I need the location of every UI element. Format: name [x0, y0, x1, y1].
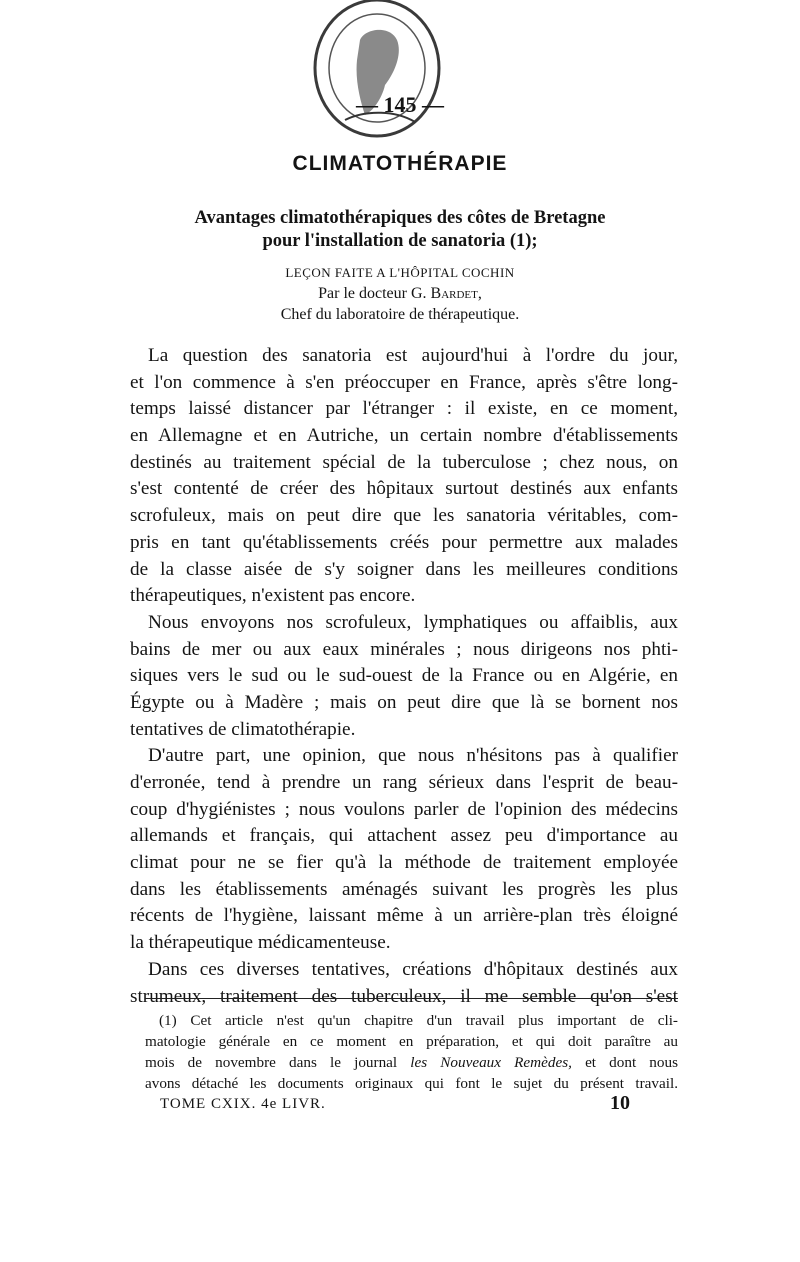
footnote-text: et dont nous — [571, 1054, 678, 1071]
footnote-divider — [145, 998, 678, 999]
body-line: d'erronée, tend à prendre un rang sérieux dans l'esprit de beau- — [130, 772, 678, 793]
body-line: Dans ces diverses tentatives, créations d'hôpitaux destinés aux — [148, 958, 678, 980]
body-line: strumeux, traitement des tuberculeux, il me semble qu'on s'est — [130, 985, 678, 1007]
body-line: Égypte ou à Madère ; mais on peut dire que là se bornent nos — [130, 691, 678, 713]
article-title-line: Avantages climatothérapiques des côtes de Bretagne — [194, 208, 606, 228]
body-line: coup d'hygiénistes ; nous voulons parler de l'opinion des médecins — [130, 798, 678, 820]
body-line: climat pour ne se fier qu'à la méthode de traitement employée — [130, 852, 678, 874]
page-number: — 145 — — [356, 92, 444, 117]
body-line: allemands et français, qui attachent assez peu d'importance au — [130, 825, 678, 847]
body-line: et l'on commence à s'en préoccuper en France, après s'être long- — [130, 371, 678, 393]
body-line: dans les établissements aménagés suivant les progrès les plus — [130, 878, 678, 900]
body-line: de la classe aisée de s'y soigner dans les meilleures conditions — [130, 558, 678, 580]
footnote-text: mois de novembre dans le journal — [145, 1054, 411, 1071]
body-line: destinés au traitement spécial de la tuberculose ; chez nous, on — [130, 451, 678, 473]
section-title: CLIMATOTHÉRAPIE — [292, 152, 508, 175]
footnote — [145, 1010, 678, 1094]
article-title-line: pour l'installation de sanatoria (1); — [262, 231, 538, 251]
body-line: pris en tant qu'établissements créés pour permettre aux malades — [130, 531, 678, 553]
author-name: Bardet, — [430, 285, 482, 302]
body-line: La question des sanatoria est aujourd'hui à l'ordre du jour, — [148, 345, 678, 366]
body-line: la thérapeutique médicamenteuse. — [130, 932, 391, 954]
body-line: temps laissé distancer par l'étranger : il existe, en ce moment, — [130, 398, 678, 420]
journal-title: les Nouveaux Remèdes, — [410, 1054, 572, 1071]
footnote-line — [145, 1052, 678, 1073]
volume-mark: TOME CXIX. 4e LIVR. — [160, 1096, 326, 1112]
body-line: s'est contenté de créer des hôpitaux surtout destinés aux enfants — [130, 478, 678, 500]
article-title — [140, 207, 660, 253]
footnote-line: matologie générale en ce moment en préparation, et qui doit paraître au — [145, 1033, 678, 1050]
body-line: scrofuleux, mais on peut dire que les sanatoria véritables, com- — [130, 505, 678, 527]
library-stamp — [305, 0, 455, 150]
body-line: récents de l'hygiène, laissant même à un arrière-plan très éloigné — [130, 905, 678, 927]
lecture-heading: LEÇON FAITE A L'HÔPITAL COCHIN — [285, 265, 515, 280]
body-line: en Allemagne et en Autriche, un certain nombre d'établissements — [130, 425, 678, 447]
sheet-number: 10 — [610, 1092, 630, 1114]
author-role: Chef du laboratoire de thérapeutique. — [280, 306, 520, 323]
byline — [200, 262, 600, 325]
body-text — [130, 343, 678, 1010]
footnote-line: avons détaché les documents originaux qui font le sujet du présent travail. — [145, 1075, 678, 1092]
body-line: thérapeutiques, n'existent pas encore. — [130, 585, 416, 607]
footnote-line: (1) Cet article n'est qu'un chapitre d'un travail plus important de cli- — [159, 1012, 678, 1029]
body-line: D'autre part, une opinion, que nous n'hésitons pas à qualifier — [148, 745, 678, 767]
author-prefix: Par le docteur G. — [318, 285, 427, 302]
body-line: tentatives de climatothérapie. — [130, 718, 356, 740]
body-line: Nous envoyons nos scrofuleux, lymphatiques ou affaiblis, aux — [148, 611, 678, 633]
body-line: bains de mer ou aux eaux minérales ; nous dirigeons nos phti- — [130, 638, 678, 660]
author-line — [200, 283, 600, 304]
body-line: siques vers le sud ou le sud-ouest de la France ou en Algérie, en — [130, 665, 678, 687]
